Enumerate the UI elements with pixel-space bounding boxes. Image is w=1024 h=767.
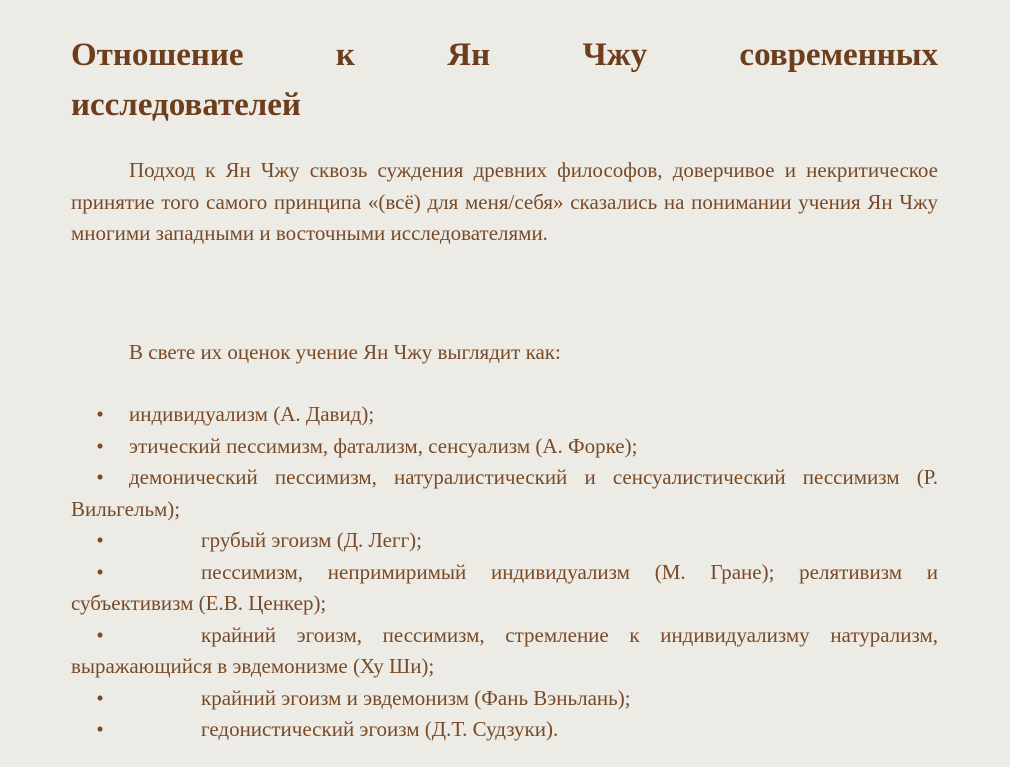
list-item-text: грубый эгоизм (Д. Легг); [201, 528, 423, 552]
list-item [71, 683, 938, 715]
assessment-list [71, 399, 938, 746]
lead-sentence: В свете их оценок учение Ян Чжу выглядит как: [129, 340, 561, 364]
list-item [71, 431, 938, 463]
right-edge [1010, 0, 1024, 767]
list-item-text: гедонистический эгоизм (Д.Т. Судзуки). [201, 717, 559, 741]
list-item [71, 620, 938, 683]
bullet-icon: • [96, 685, 104, 710]
list-item-text: этический пессимизм, фатализм, сенсуализм (А. Форке); [129, 433, 638, 458]
list-item [71, 525, 938, 557]
list-item-text: демонический пессимизм, натуралистический и сенсуалистический пессимизм (Р. Вильгельм); [71, 465, 938, 521]
list-item-text: крайний эгоизм, пессимизм, стремление к индивидуализму натурализм, выражающийся в эвдемонизме (Ху Ши); [71, 622, 938, 678]
list-item [71, 557, 938, 620]
bullet-icon: • [96, 433, 104, 458]
list-item-text: пессимизм, непримиримый индивидуализм (М. Гране); релятивизм и субъективизм (Е.В. Ценкер); [71, 559, 938, 615]
title-line-2: исследователей [71, 87, 301, 123]
bullet-icon: • [96, 622, 104, 647]
list-item-text: индивидуализм (А. Давид); [129, 402, 375, 426]
bullet-icon: • [96, 465, 104, 489]
bullet-icon: • [96, 402, 104, 426]
bullet-icon: • [96, 717, 104, 741]
slide-title [71, 30, 938, 130]
intro-paragraph: Подход к Ян Чжу сквозь суждения древних философов, доверчивое и некритическое принятие того самого принципа «(всё) для меня/себя» сказались на понимании учения Ян Чжу многими западными и восточными исследователями. [71, 158, 938, 245]
list-item [71, 399, 938, 431]
list-item [71, 462, 938, 525]
title-line-1: Отношение к Ян Чжу современных [71, 37, 938, 73]
list-item [71, 714, 938, 746]
bullet-icon: • [96, 559, 104, 584]
bullet-icon: • [96, 528, 104, 552]
list-item-text: крайний эгоизм и эвдемонизм (Фань Вэньлань); [201, 685, 631, 710]
